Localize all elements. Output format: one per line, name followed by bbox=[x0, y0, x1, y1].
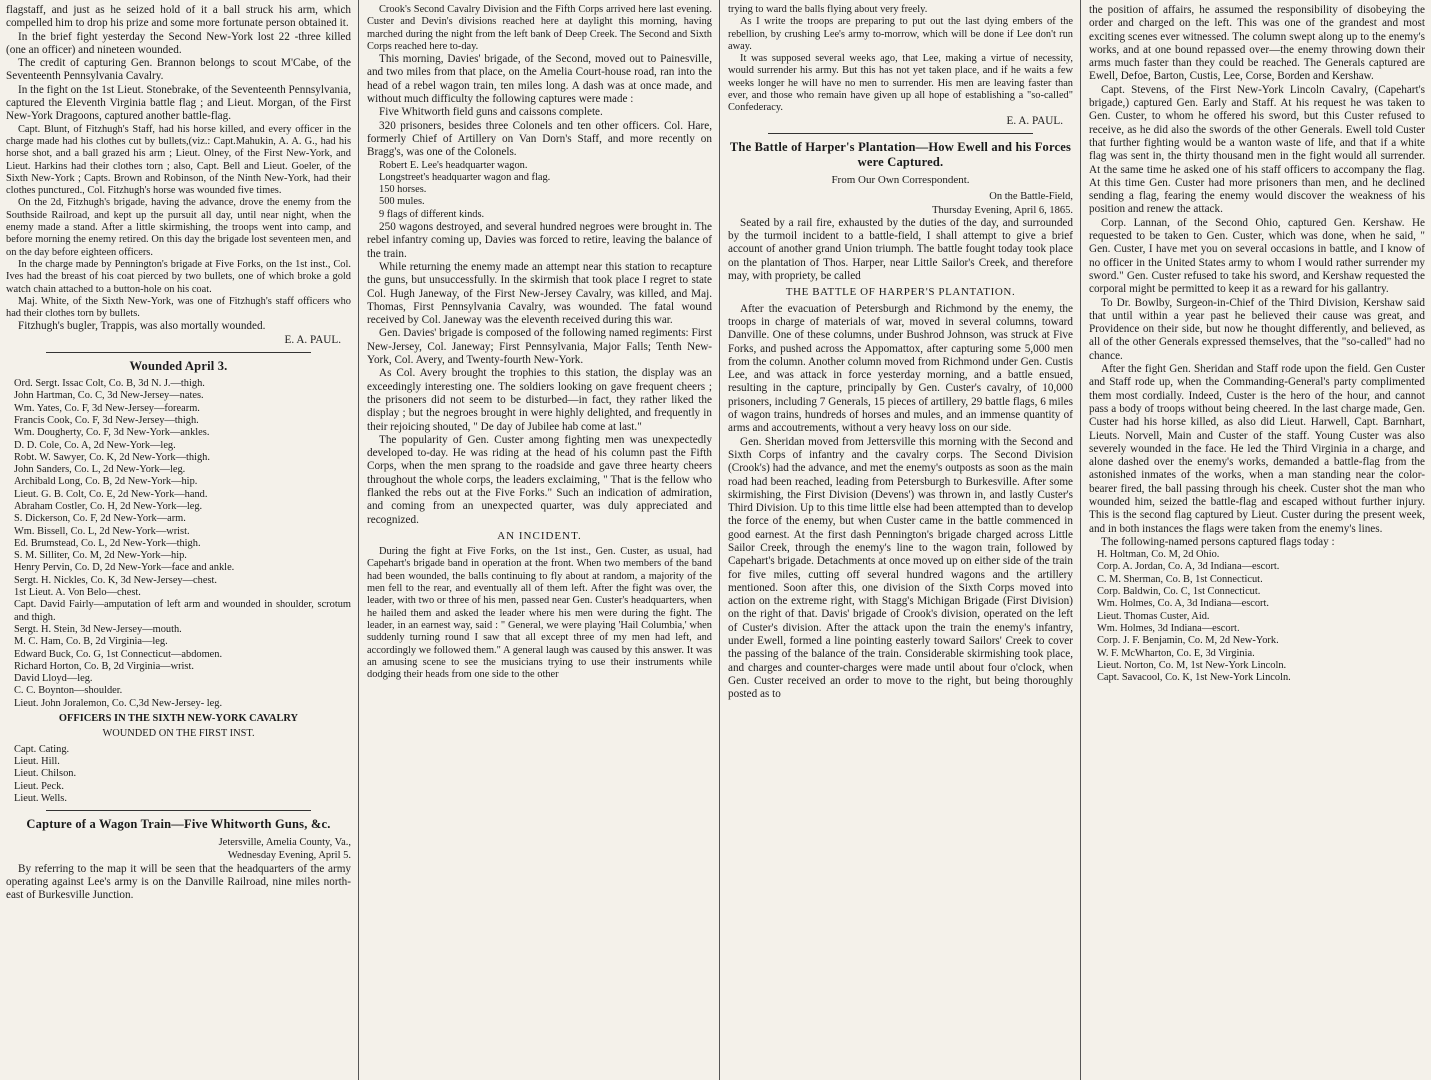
list-item: Abraham Costler, Co. H, 2d New-York—leg. bbox=[14, 500, 203, 512]
list-item: Henry Pervin, Co. D, 2d New-York—face and ankle. bbox=[14, 562, 235, 574]
signature: E. A. PAUL. bbox=[1006, 114, 1063, 127]
paragraph: Capt. Stevens, of the First New-York Lincoln Cavalry, (Capehart's brigade,) captured Gen. Early and Staff. At his request he was taken to Gen. Custer, to whom he offered his sword, but this Custer refused to receive, as he did also the swords of the other Generals. Ewell told Custer that further fighting would be a wanton waste of life, and that if a white flag was sent in, the thirty thousand men in the fight would all surrender. At the same time he asked one of his staff officers to accompany the flag. At this time Gen. Custer had more prisoners than men, and he declined sending a flag, fearing the enemy would discover the weakness of his position and renew the attack. bbox=[1089, 83, 1425, 216]
paragraph: trying to ward the balls flying about very freely. bbox=[728, 4, 928, 15]
list-item: Longstreet's headquarter wagon and flag. bbox=[379, 171, 551, 183]
list-item: C. C. Boynton—shoulder. bbox=[14, 685, 123, 697]
list-item: Lieut. Hill. bbox=[14, 755, 60, 767]
list-item: Capt. Savacool, Co. K, 1st New-York Lincoln. bbox=[1097, 672, 1291, 684]
paragraph: In the fight on the 1st Lieut. Stonebrake, of the Seventeenth Pennsylvania, captured the Eleventh Virginia battle flag ; and Lieut. Morgan, of the First New-York Dragoons, captured another battle-flag. bbox=[6, 83, 351, 123]
article-headline: The Battle of Harper's Plantation—How Ewell and his Forces were Captured. bbox=[729, 139, 1072, 169]
list-item: Lieut. G. B. Colt, Co. E, 2d New-York—hand. bbox=[14, 488, 208, 500]
paragraph: This morning, Davies' brigade, of the Second, moved out to Painesville, and two miles from that place, on the Amelia Court-house road, ran into the head of a rebel wagon train, ten miles long. A dash was at once made, and without much difficulty the following captures were made : bbox=[367, 53, 712, 106]
list-item: Wm. Dougherty, Co. F, 3d New-York—ankles. bbox=[14, 427, 210, 439]
paragraph: Gen. Sheridan moved from Jettersville this morning with the Second and Sixth Corps of infantry and the cavalry corps. The Second Division (Crook's) had the advance, and met the enemy's outposts as soon as the main road had been reached, leading from Petersburgh to Burkesville. After some skirmishing, the First Division (Devens') was thrown in, and lastly Custer's Third Division. Up to this time little else had been attempted than to develop the force of the enemy, but when Custer came in the battle commenced in good earnest. At the first dash Pennington's brigade charged across Little Sailor Creek, through the enemy's line to the wagon train, followed by Capehart's brigade. Detachments at once moved up on either side of the train for five miles, cutting off several hundred wagons and the artillery mentioned. Soon after this, one division of the Sixth Corps moved into action on the extreme right, with Stagg's Michigan Brigade (First Division) on the right of that. Davis' brigade of Crook's division, operated on the left of Custer's division. After the attack upon the train the enemy's infantry, under Ewell, formed a line pointing easterly toward Sailors' Creek to cover the passing of the balance of the train. Considerable skirmishing took place, and charges and counter-charges were made until about four o'clock, when Gen. Custer received an order to move to the right, but being thoroughly posted as to bbox=[728, 435, 1073, 701]
paragraph: Gen. Davies' brigade is composed of the following named regiments: First New-Jersey, Col. Janeway; First Pennsylvania, Major Falls; Tenth New-York, Col. Avery, and Twenty-fourth New-York. bbox=[367, 327, 712, 367]
list-item: Corp. Baldwin, Co. C, 1st Connecticut. bbox=[1097, 586, 1261, 598]
column-rule bbox=[719, 0, 720, 1080]
dateline: Thursday Evening, April 6, 1865. bbox=[932, 204, 1073, 216]
list-item: Capt. Cating. bbox=[14, 743, 70, 755]
column-rule bbox=[1080, 0, 1081, 1080]
flag-captors-list bbox=[1089, 549, 1425, 684]
list-item: Edward Buck, Co. G, 1st Connecticut—abdomen. bbox=[14, 648, 223, 660]
list-item: Robert E. Lee's headquarter wagon. bbox=[379, 159, 528, 171]
list-item: Corp. A. Jordan, Co. A, 3d Indiana—escort. bbox=[1097, 561, 1280, 573]
officers-subheading: WOUNDED ON THE FIRST INST. bbox=[102, 728, 255, 740]
section-heading: Wounded April 3. bbox=[129, 359, 228, 374]
paragraph: After the evacuation of Petersburgh and Richmond by the enemy, the troops in charge of materials of war, moved in several columns, toward Danville. One of these columns, under Bushrod Johnson, was struck at Five Forks, and pushed across the Appomattox, after capturing some 5,000 men from the column. Another column moved from Richmond under Gen. Custis Lee, and was attack in force yesterday morning, and a battle ensued, resulting in the capture, principally by Gen. Custer's cavalry, of 10,000 prisoners, including 7 Generals, 15 pieces of artillery, 29 battle flags, 6 miles of wagon trains, hundreds of horses and mules, and an immense quantity of arms and accoutrements, without a very heavy loss on our side. bbox=[728, 302, 1073, 435]
list-item: Ed. Brumstead, Co. L, 2d New-York—thigh. bbox=[14, 537, 201, 549]
column-2 bbox=[361, 0, 718, 1080]
list-item: Lieut. Wells. bbox=[14, 792, 67, 804]
list-item: John Hartman, Co. C, 3d New-Jersey—nates. bbox=[14, 390, 204, 402]
list-item: C. M. Sherman, Co. B, 1st Connecticut. bbox=[1097, 573, 1263, 585]
list-item: Wm. Holmes, Co. A, 3d Indiana—escort. bbox=[1097, 598, 1269, 610]
list-item: 250 wagons destroyed, and several hundred negroes were brought in. The rebel infantry coming up, Davies was forced to retire, leaving the balance of the train. bbox=[367, 221, 712, 260]
list-item: Robt. W. Sawyer, Co. K, 2d New-York—thigh. bbox=[14, 451, 210, 463]
list-item: Capt. David Fairly—amputation of left arm and wounded in shoulder, scrotum and thigh. bbox=[14, 599, 351, 623]
list-item: John Sanders, Co. L, 2d New-York—leg. bbox=[14, 464, 186, 476]
paragraph: Maj. White, of the Sixth New-York, was one of Fitzhugh's staff officers who had their clothes torn by bullets. bbox=[6, 295, 351, 320]
paragraph: By referring to the map it will be seen that the headquarters of the army operating against Lee's army is on the Danville Railroad, nine miles north-east of Burkesville Junction. bbox=[6, 862, 351, 902]
officers-list bbox=[6, 744, 351, 805]
list-item: D. D. Cole, Co. A, 2d New-York—leg. bbox=[14, 439, 176, 451]
dateline: Jetersville, Amelia County, Va., bbox=[218, 837, 351, 849]
paragraph: Corp. Lannan, of the Second Ohio, captured Gen. Kershaw. He requested to be taken to Gen. Custer, which was done, when he said, " Gen. Custer, I have met you on several occasions in battle, and I know of no officer in the United States army to whom I would rather surrender my sword." Gen. Custer refused to take his sword, and Kershaw requested the corporal might be permitted to keep it as a reward for his gallantry. bbox=[1089, 216, 1425, 296]
paragraph: In the charge made by Pennington's brigade at Five Forks, on the 1st inst., Col. Ives had the breast of his coat pierced by two bullets, one of which broke a gold watch chain attached to a button-hole on his coat. bbox=[6, 258, 351, 295]
list-item: S. M. Silliter, Co. M, 2d New-York—hip. bbox=[14, 550, 187, 562]
list-item: Five Whitworth field guns and caissons complete. bbox=[379, 106, 603, 119]
list-item: Archibald Long, Co. B, 2d New-York—hip. bbox=[14, 476, 198, 488]
list-item: Sergt. H. Nickles, Co. K, 3d New-Jersey—chest. bbox=[14, 574, 217, 586]
officers-heading: OFFICERS IN THE SIXTH NEW-YORK CAVALRY bbox=[58, 713, 299, 725]
column-3 bbox=[722, 0, 1079, 1080]
list-item: Corp. J. F. Benjamin, Co. M, 2d New-York. bbox=[1097, 635, 1279, 647]
list-item: Lieut. Chilson. bbox=[14, 768, 77, 780]
column-4 bbox=[1083, 0, 1431, 1080]
list-item: David Lloyd—leg. bbox=[14, 673, 93, 685]
list-item: Richard Horton, Co. B, 2d Virginia—wrist. bbox=[14, 660, 194, 672]
list-item: Wm. Holmes, 3d Indiana—escort. bbox=[1097, 622, 1240, 634]
paragraph: The popularity of Gen. Custer among fighting men was unexpectedly developed to-day. He was riding at the head of his column past the Fifth Corps, when the men sprang to the roadside and gave three hearty cheers throughout the whole corps, the leaders exclaiming, " That is the fellow who flanked the rebs out at the Five Forks." Such an indication of admiration, and coming from an unexpected quarter, was duly appreciated and recognized. bbox=[367, 433, 712, 526]
section-heading: AN INCIDENT. bbox=[497, 529, 582, 542]
list-item: Lieut. Peck. bbox=[14, 780, 64, 792]
list-item: W. F. McWharton, Co. E, 3d Virginia. bbox=[1097, 647, 1255, 659]
dateline: On the Battle-Field, bbox=[989, 191, 1073, 203]
list-item: Wm. Bissell, Co. L, 2d New-York—wrist. bbox=[14, 525, 190, 537]
list-item: 1st Lieut. A. Von Belo—chest. bbox=[14, 587, 141, 599]
paragraph: To Dr. Bowlby, Surgeon-in-Chief of the Third Division, Kershaw said that until within a year past he believed their cause was great, and Providence on their side, but now he thought differently, and believed, as all of the other Generals expressed themselves, that the "so-called" had no chance. bbox=[1089, 296, 1425, 362]
paragraph: As Col. Avery brought the trophies to this station, the display was an exceedingly interesting one. The soldiers looking on gave frequent cheers ; the prisoners did not seem to be disturbed—in fact, they rather liked the display ; but the negroes brought in were highly delighted, and frequently in their rejoicing shouted, " De day of Jubilee hab come at last." bbox=[367, 367, 712, 433]
column-1 bbox=[0, 0, 357, 1080]
list-item: Ord. Sergt. Issac Colt, Co. B, 3d N. J.—thigh. bbox=[14, 378, 205, 390]
paragraph: Fitzhugh's bugler, Trappis, was also mortally wounded. bbox=[18, 320, 266, 333]
paragraph: Seated by a rail fire, exhausted by the duties of the day, and surrounded by the turmoil incident to a battle-field, I shall attempt to give a brief account of another grand Union triumph. The battle fought today took place on the plantation of Thos. Harper, near Little Sailor's Creek, and therefore may, with propriety, be called bbox=[728, 216, 1073, 283]
paragraph: While returning the enemy made an attempt near this station to recapture the guns, but unsuccessfully. In the skirmish that took place I regret to state Col. Hugh Janeway, of the First New-Jersey Cavalry, was killed, and Maj. Thomas, First Pennsylvania Cavalry, was wounded. The fatal wound received by Col. Janeway was the eleventh received during this war. bbox=[367, 260, 712, 327]
paragraph: the position of affairs, he assumed the responsibility of disobeying the order and charged on the left. This was one of the grandest and most exciting scenes ever witnessed. The column swept along up to the enemy's works, and at one bound repassed over—the enemy throwing down their arms much faster than they could be reached. The Generals captured are Ewell, Defoe, Barton, Custis, Lee, Corse, Borden and Kershaw. bbox=[1089, 4, 1425, 83]
paragraph: On the 2d, Fitzhugh's brigade, having the advance, drove the enemy from the Southside Railroad, and kept up the pursuit all day, until near night, when the enemy made a stand. After a little skirmishing, the troops went into camp, and before morning the enemy retired. On this day the brigade lost seventeen men, and on the day before eighteen officers. bbox=[6, 197, 351, 258]
list-item: S. Dickerson, Co. F, 2d New-York—arm. bbox=[14, 513, 186, 525]
list-item: Wm. Yates, Co. F, 3d New-Jersey—forearm. bbox=[14, 402, 200, 414]
list-item: H. Holtman, Co. M, 2d Ohio. bbox=[1097, 549, 1220, 561]
divider bbox=[46, 810, 311, 811]
dateline: Wednesday Evening, April 5. bbox=[227, 850, 351, 862]
paragraph: Crook's Second Cavalry Division and the Fifth Corps arrived here last evening. Custer and Devin's divisions reached here at daylight this morning, having marched during the night from the left bank of Deep Creek. The Second and Sixth Corps reached here to-day. bbox=[367, 4, 712, 52]
list-item: 500 mules. bbox=[379, 196, 425, 208]
list-item: 150 horses. bbox=[379, 184, 427, 196]
list-item: Lieut. Norton, Co. M, 1st New-York Lincoln. bbox=[1097, 659, 1287, 671]
paragraph: During the fight at Five Forks, on the 1st inst., Gen. Custer, as usual, had Capehart's brigade band in operation at the front. When two members of the band had been wounded, the balls continuing to fly about at random, a majority of the men fell to the rear, and eventually all of them left. After the fight was over, the leader, with two or three of his men, passed near Gen. Custer's headquarters, when he hailed them and asked the leader where his men were during the fight. The leader, in an earnest way, said : " General, we were playing 'Hail Columbia,' when suddenly turning round I saw that all except three of my men had left, and accordingly we followed them." A general laugh was caused by this answer. It was an amusing scene to see the musicians trying to use their instruments while dodging their heads from one side to the other bbox=[367, 546, 712, 681]
divider bbox=[768, 133, 1033, 134]
paragraph: It was supposed several weeks ago, that Lee, making a virtue of necessity, would surrender his army. But this has not yet taken place, and if he waits a few weeks longer he will have no men to surrender. His men are leaving faster than ever, and those who remain have given up all hope of establishing a "so-called" Confederacy. bbox=[728, 53, 1073, 114]
list-item: Lieut. John Joralemon, Co. C,3d New-Jersey- leg. bbox=[14, 697, 223, 709]
signature: E. A. PAUL. bbox=[284, 333, 341, 346]
article-headline: Capture of a Wagon Train—Five Whitworth Guns, &c. bbox=[26, 817, 331, 832]
list-item: Lieut. Thomas Custer, Aid. bbox=[1097, 610, 1210, 622]
byline: From Our Own Correspondent. bbox=[831, 173, 970, 186]
paragraph: After the fight Gen. Sheridan and Staff rode upon the field. Gen Custer and Staff rode up, when the Commanding-General's party complimented them most cordially. Indeed, Custer is the hero of the hour, and cannot pass a body of troops without being cheered. In the last charge made, Gen. Custer had his horse killed, as also did Lieut. Harwell, Capt. Barnhart, Lieuts. Norvell, Main and Custer of the staff. Young Custer was also severely wounded in the face. He led the Third Virginia in a charge, and alone dashed over the enemy's works, demanded a battle-flag from the astonished inmates of the works, when a man standing near the color-bearer fired, the ball passing through his cheek. Custer shot the man who wounded him, seized the battle-flag and escaped without further injury. This is the second flag captured by Lieut. Custer during the present week, and in both instances the flags were taken from the enemy's lines. bbox=[1089, 363, 1425, 535]
list-item: Francis Cook, Co. F, 3d New-Jersey—thigh. bbox=[14, 414, 199, 426]
paragraph: As I write the troops are preparing to put out the last dying embers of the rebellion, by crushing Lee's army to-morrow, which will be done if Lee don't run away. bbox=[728, 16, 1073, 52]
section-heading: THE BATTLE OF HARPER'S PLANTATION. bbox=[785, 286, 1016, 299]
list-item: 9 flags of different kinds. bbox=[379, 208, 485, 220]
column-rule bbox=[358, 0, 359, 1080]
list-item: 320 prisoners, besides three Colonels and ten other officers. Col. Hare, formerly Chief of Artillery on Van Dorn's Staff, and more recently on Bragg's, was one of the Colonels. bbox=[367, 119, 712, 159]
wounded-list bbox=[6, 378, 351, 710]
col1-top-paras bbox=[6, 4, 351, 334]
captures-list bbox=[367, 106, 712, 261]
list-item: Sergt. H. Stein, 3d New-Jersey—mouth. bbox=[14, 623, 182, 635]
divider bbox=[46, 352, 311, 353]
paragraph: The credit of capturing Gen. Brannon belongs to scout M'Cabe, of the Seventeenth Pennsylvania Cavalry. bbox=[6, 57, 351, 83]
paragraph: In the brief fight yesterday the Second New-York lost 22 -three killed (one an officer) and nineteen wounded. bbox=[6, 30, 351, 56]
list-item: M. C. Ham, Co. B, 2d Virginia—leg. bbox=[14, 636, 168, 648]
paragraph: Capt. Blunt, of Fitzhugh's Staff, had his horse killed, and every officer in the charge made had his clothes cut by bullets,(viz.: Capt.Mahukin, A. A. G., had his horse shot, and a ball grazed his arm ; Lieut. Olney, of the First New-York, and Lieut. Harkins had their clothes torn ; also, Capt. Bell and Lieut. Goeler, of the Sixth New-York ; Capts. Brown and Robinson, of the Ninth New-York, had their clothes punctured., Col. Fitzhugh's horse was wounded five times. bbox=[6, 123, 351, 197]
paragraph: The following-named persons captured flags today : bbox=[1101, 535, 1335, 548]
paragraph: flagstaff, and just as he seized hold of it a ball struck his arm, which compelled him to drop his prize and some more fortunate person obtained it. bbox=[6, 4, 351, 30]
